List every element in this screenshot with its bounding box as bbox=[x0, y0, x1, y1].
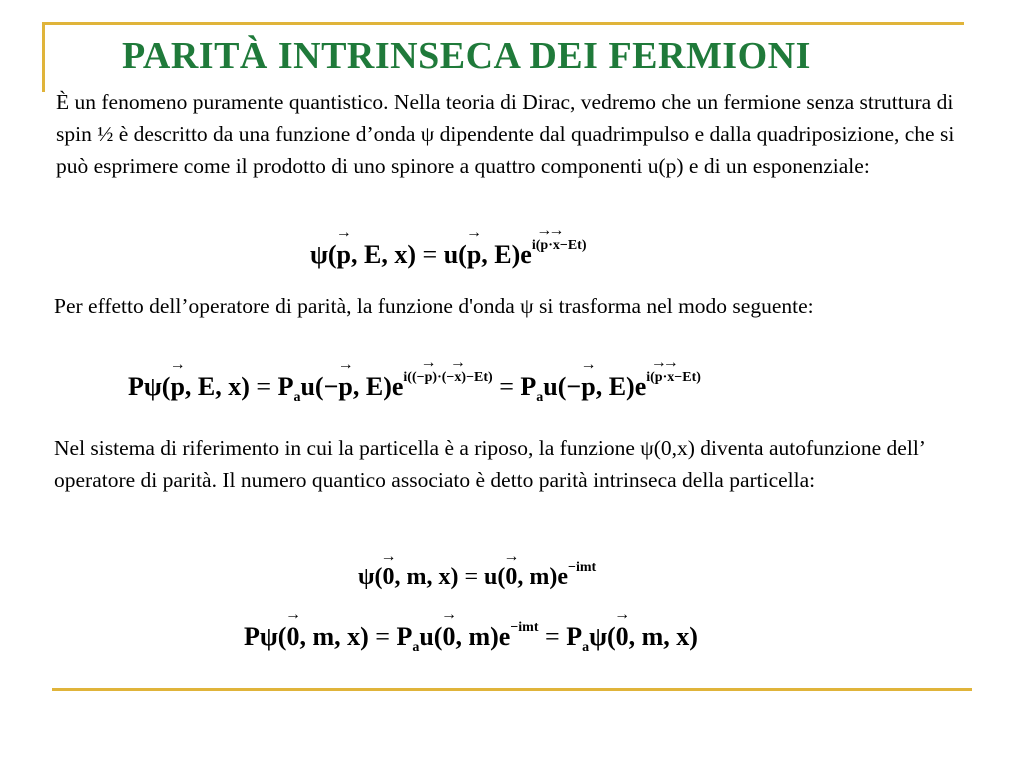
top-rule bbox=[42, 22, 964, 25]
paragraph-intro: È un fenomeno puramente quantistico. Nella teoria di Dirac, vedremo che un fermione senza struttura di spin ½ è descritto da una funzione d’onda ψ dipendente dal quadrimpulso e dalla quadriposizione, che si può esprimere come il prodotto di uno spinore a quattro componenti u(p) e di un esponenziale: bbox=[56, 90, 955, 178]
equation-intrinsic-parity: Pψ(→ 0, m, $x) = P_au(\to 0$, $m)e^{-imt} = P_a\psi(\to 0$, m, x) bbox=[244, 622, 698, 656]
equation-wavefunction: ψ(→ p, E, x) = u(→ p, $E)e^{i(\to p\cdot\to x-Et)}$ bbox=[310, 240, 587, 270]
equation-rest-frame: ψ(→ 0, m, x) = u(→ 0, $m)e^{-imt}$ bbox=[358, 564, 596, 591]
slide-title: PARITÀ INTRINSECA DEI FERMIONI bbox=[122, 35, 811, 77]
paragraph-rest-frame: Nel sistema di riferimento in cui la particella è a riposo, la funzione ψ(0,x) diventa autofunzione dell’ operatore di parità. Il numero quantico associato è detto parità intrinseca della particella: bbox=[54, 436, 925, 492]
bottom-rule bbox=[52, 688, 972, 691]
left-rule bbox=[42, 22, 45, 92]
equation-parity-transform: Pψ(→ p, E, $x) = P_au(-\to p$, $E)e^{i((-\to p)\cdot(-\to x)-Et)} = P_au(-\to p$, $E)e^{i(\to p\cdot\to x-Et)}$ bbox=[128, 372, 701, 406]
paragraph-parity-transform: Per effetto dell’operatore di parità, la funzione d'onda ψ si trasforma nel modo seguente: bbox=[54, 294, 814, 318]
